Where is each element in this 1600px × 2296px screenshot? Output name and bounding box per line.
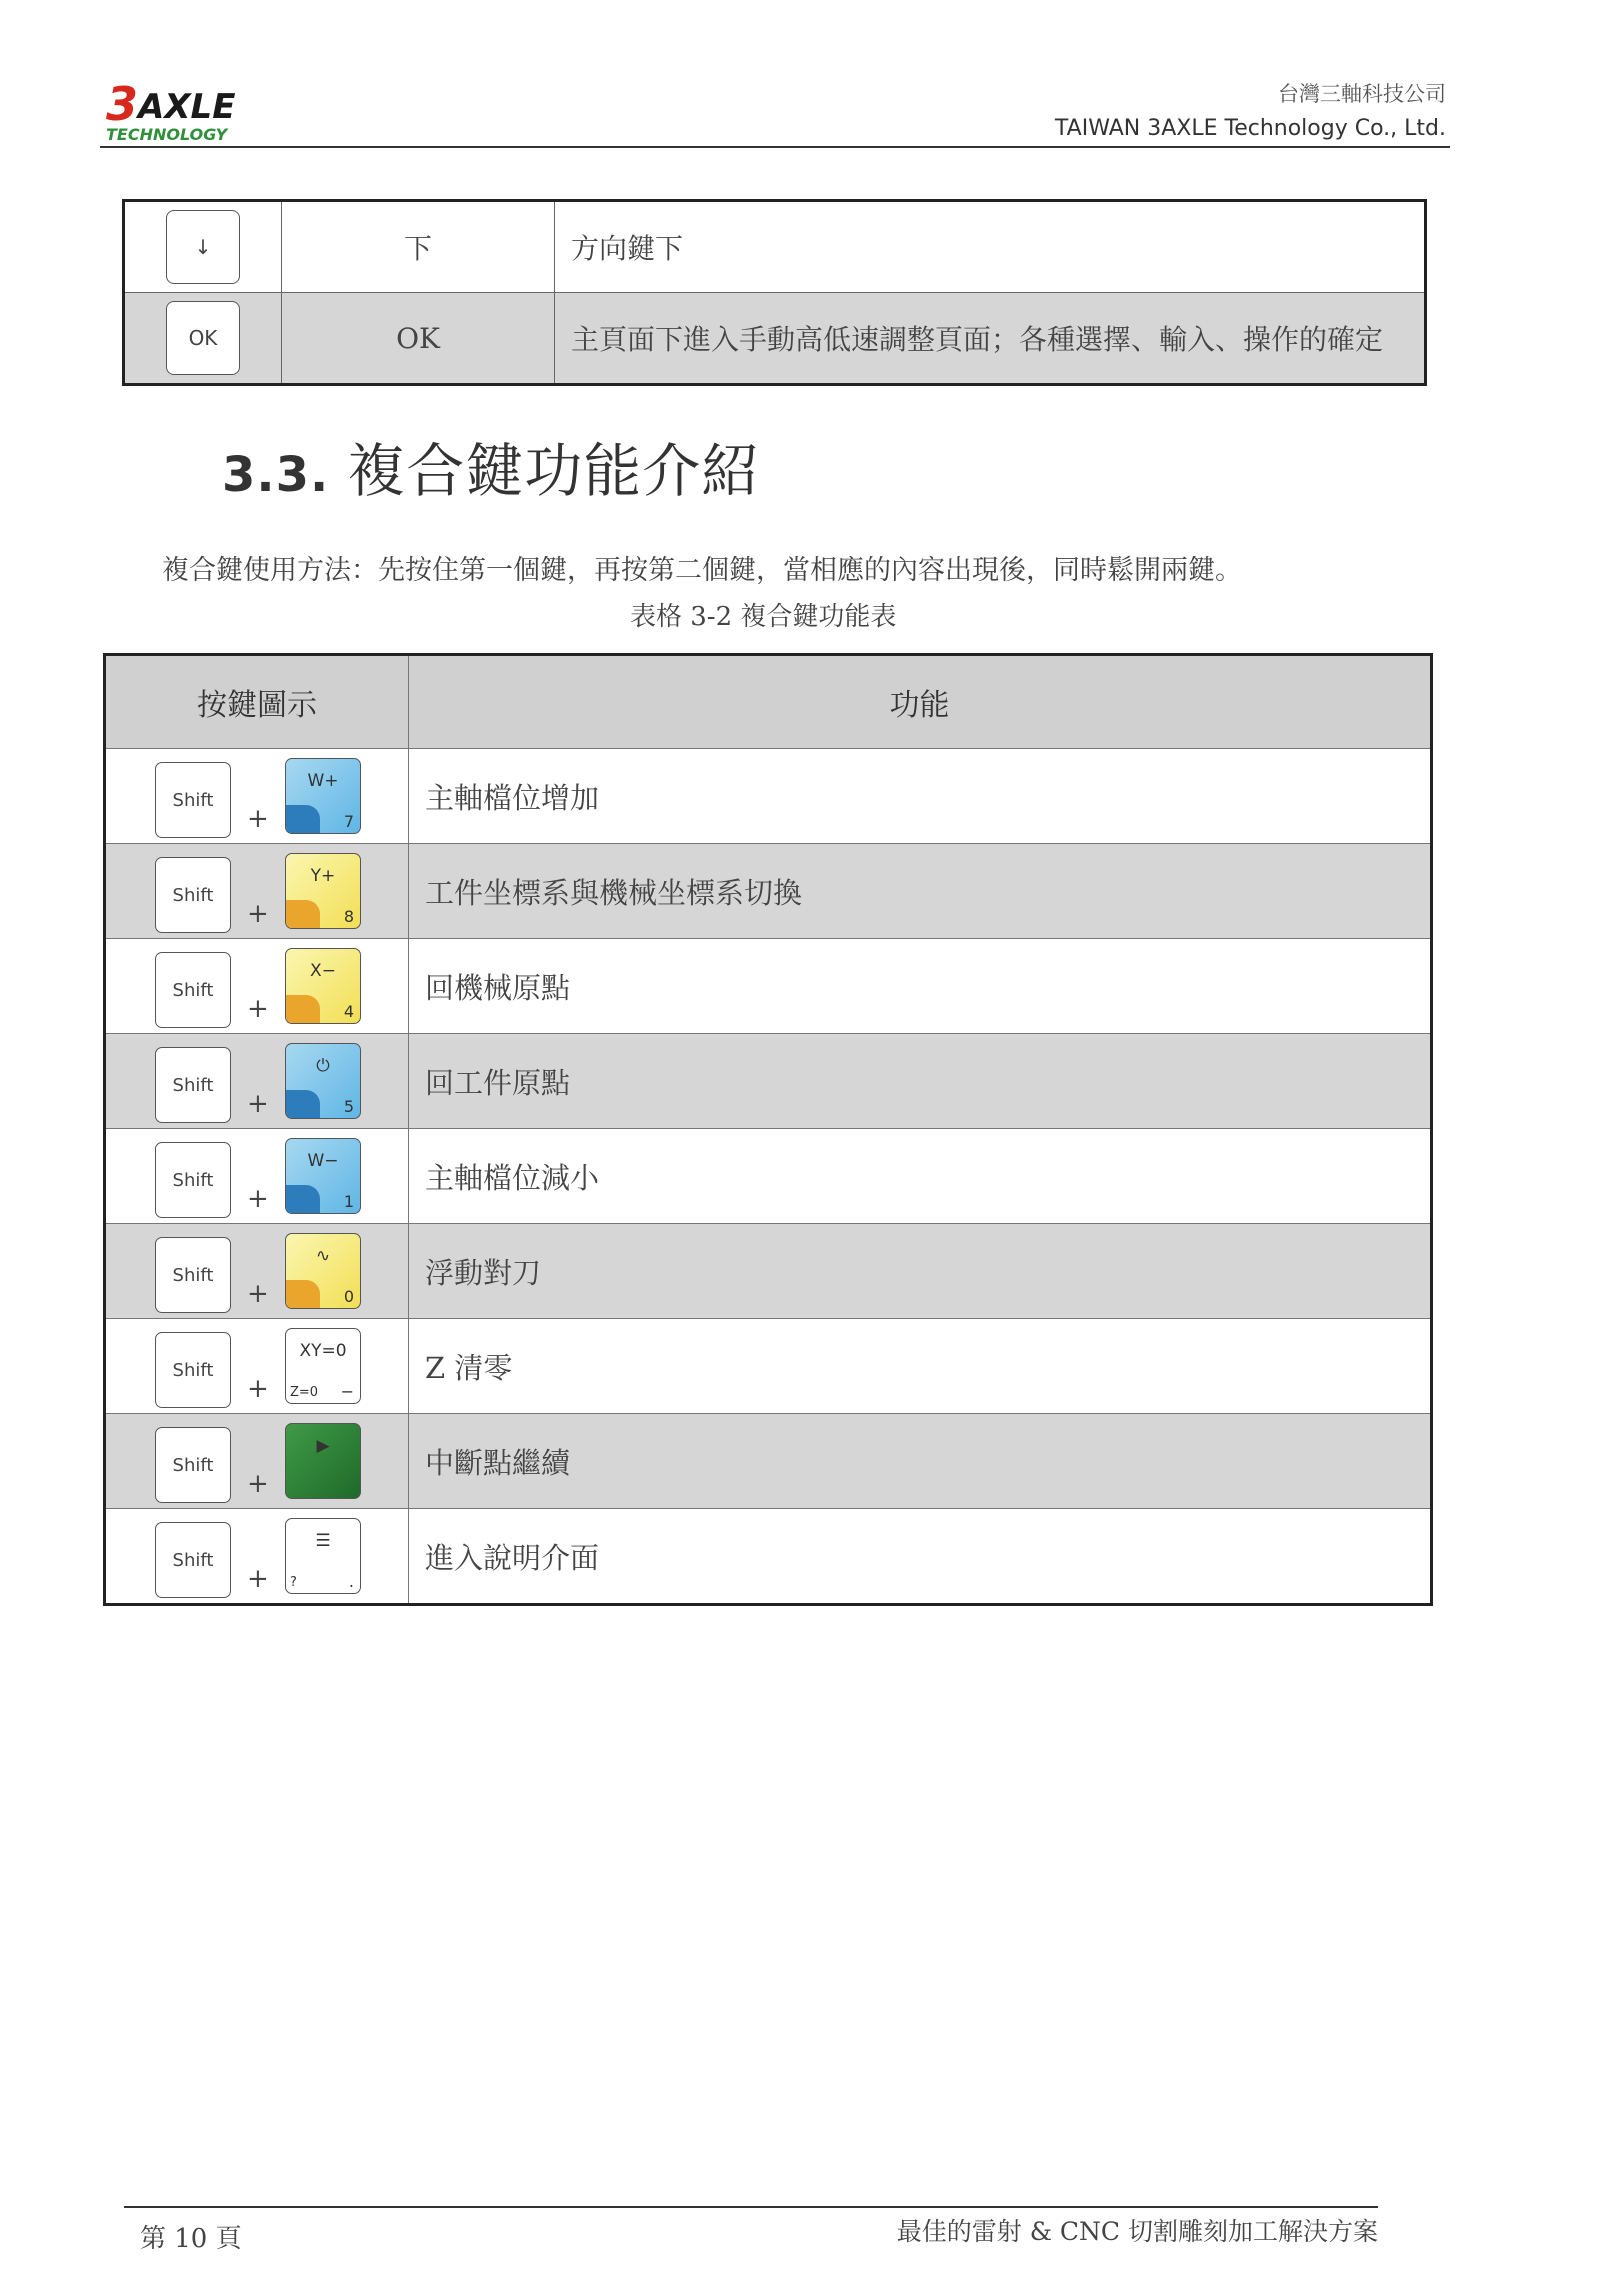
- help-key-icon: [285, 1518, 361, 1594]
- plus-sign: +: [247, 1279, 269, 1309]
- table-row: [105, 1319, 1432, 1414]
- key-combination: [107, 1320, 407, 1412]
- shift-key-icon: Shift: [155, 952, 231, 1028]
- machine-home-key-icon: [285, 948, 361, 1024]
- plus-sign: +: [247, 1374, 269, 1404]
- key-description: 主頁面下進入手動高低速調整頁面；各種選擇、輸入、操作的確定: [555, 293, 1426, 385]
- section-title: [222, 424, 760, 508]
- spindle-down-key-icon: [285, 1138, 361, 1214]
- key-corner: [286, 995, 320, 1023]
- plus-sign: +: [247, 1469, 269, 1499]
- combo-key-table: [103, 653, 1433, 1606]
- function-description: 浮動對刀: [409, 1224, 1432, 1319]
- header-key-icon: 按鍵圖示: [105, 655, 409, 749]
- table-row: [105, 749, 1432, 844]
- key-corner: [286, 900, 320, 928]
- plus-sign: +: [247, 1089, 269, 1119]
- key-top-label: Y+: [310, 866, 336, 886]
- function-description: 主軸檔位增加: [409, 749, 1432, 844]
- plus-sign: +: [247, 899, 269, 929]
- spindle-up-key-icon: [285, 758, 361, 834]
- company-name: [1055, 78, 1446, 141]
- svg-text:TECHNOLOGY: TECHNOLOGY: [106, 125, 228, 144]
- table-caption: 表格 3-2 複合鍵功能表: [630, 602, 897, 632]
- function-description: 中斷點繼續: [409, 1414, 1432, 1509]
- footer-divider: [124, 2206, 1378, 2208]
- shift-key-icon: Shift: [155, 1237, 231, 1313]
- arrow-down-key-icon: ↓: [166, 210, 240, 284]
- key-name: 下: [282, 201, 555, 293]
- table-row: [105, 1034, 1432, 1129]
- key-top-label: ⏻: [316, 1056, 330, 1076]
- key-number-label: 7: [343, 812, 354, 831]
- header-function: 功能: [409, 655, 1432, 749]
- function-description: 回機械原點: [409, 939, 1432, 1034]
- key-number-label: 4: [343, 1002, 354, 1021]
- function-description: 進入說明介面: [409, 1509, 1432, 1605]
- key-combination: [107, 1130, 407, 1222]
- plus-sign: +: [247, 804, 269, 834]
- key-number-label: 0: [343, 1287, 354, 1306]
- key-number-label: 1: [343, 1192, 354, 1211]
- key-corner: [286, 1090, 320, 1118]
- shift-key-icon: Shift: [155, 1142, 231, 1218]
- key-top-label: W−: [307, 1151, 339, 1171]
- section-number: 3.3.: [222, 447, 330, 503]
- key-sub-label: ?: [290, 1575, 297, 1590]
- zero-key-icon: [285, 1328, 361, 1404]
- key-sub-label: Z=0: [290, 1385, 319, 1400]
- key-corner: [286, 1185, 320, 1213]
- key-combination: [107, 1225, 407, 1317]
- key-top-label: ☰: [315, 1531, 331, 1551]
- table-row: [124, 201, 1426, 293]
- function-description: 工件坐標系與機械坐標系切換: [409, 844, 1432, 939]
- table-row: [105, 1224, 1432, 1319]
- key-table-continued: [122, 199, 1427, 386]
- plus-sign: +: [247, 1564, 269, 1594]
- key-number-label: .: [348, 1572, 354, 1591]
- company-logo: [104, 74, 284, 146]
- key-combination: [107, 1415, 407, 1507]
- table-row: [124, 293, 1426, 385]
- key-corner: [286, 805, 320, 833]
- section-title-text: 複合鍵功能介紹: [347, 437, 761, 505]
- key-combination: [107, 845, 407, 937]
- company-name-zh: 台灣三軸科技公司: [1278, 82, 1446, 106]
- function-description: Z 清零: [409, 1319, 1432, 1414]
- shift-key-icon: Shift: [155, 1427, 231, 1503]
- coordinate-switch-key-icon: [285, 853, 361, 929]
- footer-slogan: 最佳的雷射 & CNC 切割雕刻加工解決方案: [896, 2217, 1378, 2246]
- ok-key-icon: OK: [166, 301, 240, 375]
- floating-tool-key-icon: [285, 1233, 361, 1309]
- key-top-label: ▶: [316, 1436, 330, 1456]
- work-home-key-icon: [285, 1043, 361, 1119]
- key-description: 方向鍵下: [555, 201, 1426, 293]
- key-combination: [107, 750, 407, 842]
- table-row: [105, 1509, 1432, 1605]
- shift-key-icon: Shift: [155, 762, 231, 838]
- header-divider: [100, 146, 1450, 148]
- key-top-label: XY=0: [299, 1341, 347, 1361]
- table-row: [105, 1129, 1432, 1224]
- key-top-label: W+: [307, 771, 339, 791]
- key-number-label: 8: [343, 907, 354, 926]
- table-row: [105, 844, 1432, 939]
- key-corner: [286, 1470, 320, 1498]
- key-number-label: −: [340, 1382, 354, 1401]
- resume-key-icon: [285, 1423, 361, 1499]
- key-combination: [107, 1510, 407, 1602]
- plus-sign: +: [247, 1184, 269, 1214]
- shift-key-icon: Shift: [155, 1047, 231, 1123]
- shift-key-icon: Shift: [155, 857, 231, 933]
- function-description: 主軸檔位減小: [409, 1129, 1432, 1224]
- key-combination: [107, 940, 407, 1032]
- svg-text:AXLE: AXLE: [138, 87, 236, 127]
- key-top-label: X−: [310, 961, 336, 981]
- key-name: OK: [282, 293, 555, 385]
- function-description: 回工件原點: [409, 1034, 1432, 1129]
- company-name-en: TAIWAN 3AXLE Technology Co., Ltd.: [1054, 116, 1446, 141]
- shift-key-icon: Shift: [155, 1522, 231, 1598]
- key-top-label: ∿: [315, 1246, 331, 1266]
- key-number-label: 5: [343, 1097, 354, 1116]
- table-row: [105, 939, 1432, 1034]
- table-header-row: [105, 655, 1432, 749]
- svg-text:3: 3: [106, 77, 139, 131]
- key-combination: [107, 1035, 407, 1127]
- shift-key-icon: Shift: [155, 1332, 231, 1408]
- table-row: [105, 1414, 1432, 1509]
- plus-sign: +: [247, 994, 269, 1024]
- page-number: 第 10 頁: [140, 2224, 242, 2254]
- section-intro: 複合鍵使用方法：先按住第一個鍵，再按第二個鍵，當相應的內容出現後，同時鬆開兩鍵。: [162, 555, 1242, 586]
- key-corner: [286, 1280, 320, 1308]
